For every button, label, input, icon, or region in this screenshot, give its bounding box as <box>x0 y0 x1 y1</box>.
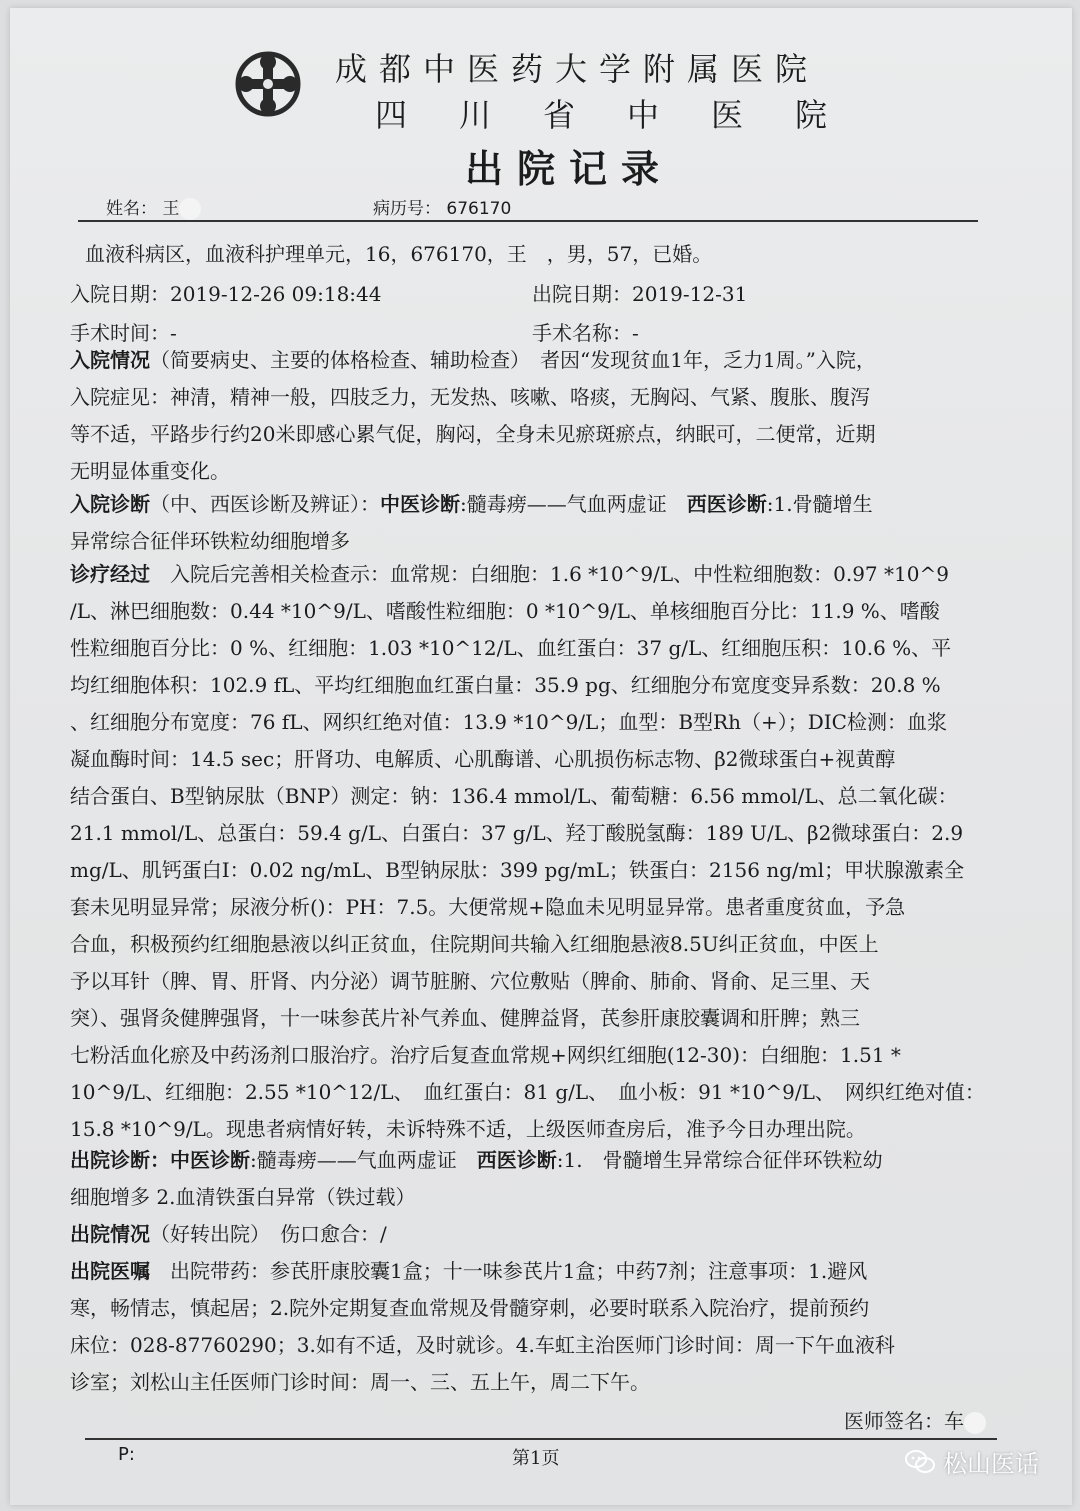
west-dx-value: :1.骨髓增生 <box>766 492 873 516</box>
page-number: 第1页 <box>512 1448 560 1469</box>
patient-info-line: 血液科病区，血液科护理单元，16，676170，王 ，男，57，已婚。 <box>85 242 713 266</box>
orders-line: 床位：028-87760290；3.如有不适，及时就诊。4.车虹主治医师门诊时间：周一下午血液科 <box>70 1333 895 1357</box>
document-title: 出院记录 <box>465 146 674 191</box>
orders-line: 出院带药：参芪肝康胶囊1盒；十一味参芪片1盒；中药7剂；注意事项：1.避风 <box>150 1259 868 1283</box>
name-value: 王 <box>162 199 180 219</box>
discharge-date-label: 出院日期： <box>532 282 632 306</box>
course-line: 、红细胞分布宽度：76 fL、网织红绝对值：13.9 *10^9/L；血型：B型Rh（+）；DIC检测：血浆 <box>70 710 947 734</box>
course-line: 10^9/L、红细胞：2.55 *10^12/L、 血红蛋白：81 g/L、 血小板：91 *10^9/L、 网织红绝对值： <box>70 1080 985 1104</box>
discharge-dx-label: 出院诊断： <box>70 1148 170 1172</box>
course-line: 突）、强肾灸健脾强肾，十一味参芪片补气养血、健脾益肾，芪参肝康胶囊调和肝脾；熟三 <box>70 1006 860 1030</box>
patient-name-field <box>106 194 201 220</box>
treatment-course-section <box>70 556 1005 1148</box>
hospital-name-line1: 成都中医药大学附属医院 <box>335 50 820 88</box>
discharge-status-label: 出院情况 <box>70 1222 150 1246</box>
discharge-orders-section <box>70 1253 1005 1401</box>
record-value: 676170 <box>446 199 512 219</box>
admit-dx-label: 入院诊断 <box>70 492 150 516</box>
discharge-status-section <box>70 1216 1005 1253</box>
admission-line: 等不适，平路步行约20米即感心累气促，胸闷，全身未见瘀斑瘀点，纳眠可，二便常，近期 <box>70 422 876 446</box>
admit-dx-paren: （中、西医诊断及辨证）： <box>150 492 380 516</box>
surgery-time-value: - <box>170 321 177 345</box>
course-line: 合血，积极预约红细胞悬液以纠正贫血，住院期间共输入红细胞悬液8.5U纠正贫血，中医上 <box>70 932 879 956</box>
course-line: 套未见明显异常；尿液分析()：PH：7.5。大便常规+隐血未见明显异常。患者重度贫血，予急 <box>70 895 906 919</box>
orders-line: 寒，畅情志，慎起居；2.院外定期复查血常规及骨髓穿刺，必要时联系入院治疗，提前预约 <box>70 1296 870 1320</box>
discharge-date <box>532 276 982 313</box>
west-dx-label: 西医诊断 <box>476 1148 557 1172</box>
admission-line: （简要病史、主要的体格检查、辅助检查） 者因“发现贫血1年，乏力1周。”入院， <box>150 348 876 372</box>
signature-label: 医师签名： <box>844 1409 944 1433</box>
discharge-status-value: （好转出院） 伤口愈合：/ <box>150 1222 387 1246</box>
surgery-time-label: 手术时间： <box>70 321 170 345</box>
orders-line: 诊室；刘松山主任医师门诊时间：周一、三、五上午，周二下午。 <box>70 1370 650 1394</box>
course-line: 予以耳针（脾、胃、肝肾、内分泌）调节脏腑、穴位敷贴（脾俞、肺俞、肾俞、足三里、天 <box>70 969 870 993</box>
surgery-name-value: - <box>632 321 639 345</box>
admit-date-label: 入院日期： <box>70 282 170 306</box>
tcm-dx-value: :髓毒痨——气血两虚证 <box>460 492 667 516</box>
discharge-record-page <box>10 8 1072 1505</box>
watermark <box>905 1444 1039 1479</box>
west-dx-value: :1. 骨髓增生异常综合征伴环铁粒幼 <box>556 1148 883 1172</box>
discharge-diagnosis-section <box>70 1142 1005 1216</box>
course-line: mg/L、肌钙蛋白I：0.02 ng/mL、B型钠尿肽：399 pg/mL；铁蛋白：2156 ng/ml；甲状腺激素全 <box>70 858 965 882</box>
course-line: 15.8 *10^9/L。现患者病情好转，未诉特殊不适，上级医师查房后，准予今日办理出院。 <box>70 1117 866 1141</box>
admission-section <box>70 342 1005 490</box>
wechat-icon <box>905 1449 935 1475</box>
course-line: 21.1 mmol/L、总蛋白：59.4 g/L、白蛋白：37 g/L、羟丁酸脱氢酶：189 U/L、β2微球蛋白：2.9 <box>70 821 964 845</box>
redaction-blur <box>964 1412 986 1434</box>
discharge-dx-line: 细胞增多 2.血清铁蛋白异常（铁过载） <box>70 1185 416 1209</box>
watermark-text: 松山医话 <box>943 1450 1039 1478</box>
hospital-name-line2: 四川省中医院 <box>375 96 880 134</box>
footer-p-label: P: <box>118 1444 135 1465</box>
course-line: 凝血酶时间：14.5 sec；肝肾功、电解质、心肌酶谱、心肌损伤标志物、β2微球蛋白+视黄醇 <box>70 747 896 771</box>
name-label: 姓名： <box>106 199 157 219</box>
orders-label: 出院医嘱 <box>70 1259 150 1283</box>
tcm-dx-label: 中医诊断 <box>170 1148 250 1172</box>
course-line: /L、淋巴细胞数：0.44 *10^9/L、嗜酸性粒细胞：0 *10^9/L、单核细胞百分比：11.9 %、嗜酸 <box>70 599 940 623</box>
record-label: 病历号： <box>373 199 441 219</box>
course-line: 性粒细胞百分比：0 %、红细胞：1.03 *10^12/L、血红蛋白：37 g/L、红细胞压积：10.6 %、平 <box>70 636 952 660</box>
west-dx-label: 西医诊断 <box>686 492 767 516</box>
course-label: 诊疗经过 <box>70 562 150 586</box>
admission-line: 无明显体重变化。 <box>70 459 230 483</box>
admission-line: 入院症见：神清，精神一般，四肢乏力，无发热、咳嗽、咯痰，无胸闷、气紧、腹胀、腹泻 <box>70 385 870 409</box>
course-line: 七粉活血化瘀及中药汤剂口服治疗。治疗后复查血常规+网织红细胞(12-30)：白细胞：1.51 * <box>70 1043 901 1067</box>
course-line: 均红细胞体积：102.9 fL、平均红细胞血红蛋白量：35.9 pg、红细胞分布宽度变异系数：20.8 % <box>70 673 941 697</box>
course-line: 结合蛋白、B型钠尿肽（BNP）测定：钠：136.4 mmol/L、葡萄糖：6.56 mmol/L、总二氧化碳： <box>70 784 958 808</box>
header-divider <box>78 220 978 222</box>
course-line: 入院后完善相关检查示：血常规：白细胞：1.6 *10^9/L、中性粒细胞数：0.97 *10^9 <box>150 562 949 586</box>
discharge-date-value: 2019-12-31 <box>632 282 748 306</box>
signature-value: 车 <box>944 1409 964 1433</box>
admit-diagnosis-section <box>70 486 1005 560</box>
surgery-name-label: 手术名称： <box>532 321 632 345</box>
hospital-logo-icon <box>232 48 304 120</box>
admission-label: 入院情况 <box>70 348 150 372</box>
record-number-field <box>373 194 511 219</box>
redaction-blur <box>179 198 201 220</box>
admit-dx-line: 异常综合征伴环铁粒幼细胞增多 <box>70 529 350 553</box>
physician-signature <box>844 1405 986 1434</box>
tcm-dx-label: 中医诊断 <box>380 492 460 516</box>
tcm-dx-value: :髓毒痨——气血两虚证 <box>250 1148 457 1172</box>
admit-date-value: 2019-12-26 09:18:44 <box>170 282 382 306</box>
footer-divider <box>85 1438 997 1440</box>
